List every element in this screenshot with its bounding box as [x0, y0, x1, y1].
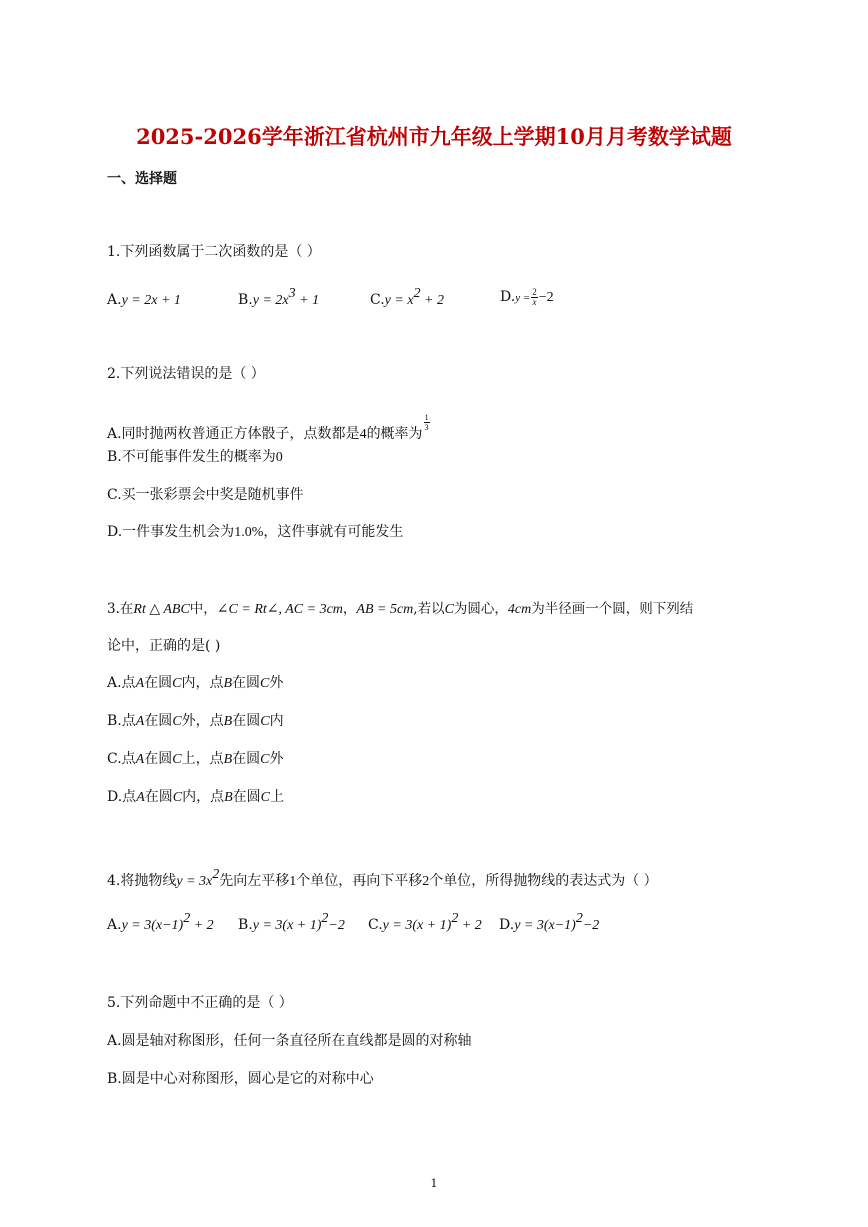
- point-label: B: [224, 790, 233, 805]
- math: y = 3x: [176, 874, 213, 889]
- question-3-option-c: [107, 749, 283, 770]
- question-3-stem-line-2: 论中，正确的是( ): [107, 638, 221, 654]
- stem-text: 3.在: [107, 601, 134, 617]
- fraction-denominator: x: [532, 296, 537, 307]
- option-expression-tail: + 1: [295, 293, 320, 308]
- option-text: 内，点: [181, 675, 224, 691]
- fraction: [531, 288, 538, 307]
- option-text: A.同时抛两枚普通正方体骰子，点数都是: [107, 426, 360, 442]
- number: 1.0%: [234, 525, 264, 540]
- question-4-stem: [107, 867, 658, 892]
- option-text: 上，点: [181, 751, 224, 767]
- option-text: D.点: [107, 789, 137, 805]
- option-text: 在圆: [144, 789, 173, 805]
- option-text: 外: [269, 751, 284, 767]
- point-label: C: [260, 790, 270, 805]
- option-text: 在圆: [232, 751, 261, 767]
- stem-text: 为圆心，: [453, 601, 508, 617]
- math: Rt △ ABC: [133, 602, 190, 617]
- option-text: 在圆: [144, 713, 173, 729]
- point-label: C: [172, 714, 182, 729]
- question-4-option-d: [499, 911, 600, 936]
- option-label: C.: [370, 292, 385, 308]
- option-expression: y = 2x + 1: [121, 293, 181, 308]
- question-3-option-a: [107, 673, 283, 694]
- option-text: 在圆: [232, 789, 261, 805]
- option-expression: y = 2x: [252, 293, 289, 308]
- option-text: 在圆: [144, 675, 173, 691]
- question-5-option-b: B.圆是中心对称图形，圆心是它的对称中心: [107, 1071, 374, 1087]
- exponent: 2: [451, 911, 459, 926]
- point-label: A: [136, 790, 145, 805]
- option-expression: y =: [515, 292, 531, 304]
- option-label: B.: [238, 917, 253, 933]
- question-2-option-d: [107, 522, 403, 543]
- option-text: 外: [269, 675, 284, 691]
- option-expression-tail: + 2: [190, 918, 214, 933]
- point-label: C: [260, 714, 270, 729]
- question-4-option-a: [107, 911, 214, 936]
- option-text: 在圆: [232, 675, 261, 691]
- option-expression-tail: −2: [328, 918, 345, 933]
- option-text: ，这件事就有可能发生: [263, 524, 404, 540]
- option-expression-tail: −2: [538, 290, 554, 305]
- question-3-option-d: [107, 787, 284, 808]
- exponent: 2: [212, 867, 220, 882]
- option-text: 的概率为: [366, 426, 423, 442]
- stem-text: ，: [342, 601, 357, 617]
- fraction: [424, 413, 430, 432]
- stem-text: ,若以: [413, 601, 445, 617]
- stem-text: 中，: [189, 601, 217, 617]
- option-label: C.: [368, 917, 383, 933]
- point-label: A: [135, 676, 145, 691]
- question-1-option-a: [107, 290, 181, 311]
- question-1-option-c: [370, 286, 444, 311]
- stem-text: 个单位，再向下平移: [296, 873, 423, 889]
- math: 4cm: [507, 602, 532, 617]
- fraction-numerator: 2: [532, 286, 537, 297]
- point-label: A: [135, 752, 145, 767]
- option-text: 在圆: [232, 713, 261, 729]
- number: 4: [359, 427, 367, 442]
- question-2-option-c: C.买一张彩票会中奖是随机事件: [107, 487, 304, 503]
- math: C: [444, 602, 454, 617]
- option-label: D.: [499, 917, 515, 933]
- option-text: A.点: [107, 675, 136, 691]
- point-label: B: [223, 752, 233, 767]
- section-heading: 一、选择题: [107, 171, 177, 187]
- exponent: 2: [183, 911, 191, 926]
- point-label: C: [172, 752, 182, 767]
- question-2-option-b: [107, 447, 283, 468]
- question-3-option-b: [107, 711, 284, 732]
- math: AB = 5cm: [356, 602, 414, 617]
- option-expression: y = 3(x + 1): [252, 918, 322, 933]
- option-expression: y = x: [384, 293, 414, 308]
- question-2-option-a: [107, 413, 431, 445]
- point-label: C: [172, 676, 182, 691]
- exponent: 3: [288, 286, 296, 301]
- option-text: 内，点: [182, 789, 225, 805]
- option-expression-tail: + 2: [458, 918, 482, 933]
- point-label: A: [135, 714, 145, 729]
- question-2-stem: 2.下列说法错误的是（ ）: [107, 366, 265, 382]
- option-text: B.不可能事件发生的概率为: [107, 449, 276, 465]
- point-label: B: [223, 714, 233, 729]
- question-1-option-d: [500, 287, 554, 308]
- point-label: C: [260, 676, 270, 691]
- option-expression-tail: −2: [582, 918, 600, 933]
- math: ∠C = Rt∠, AC = 3cm: [216, 602, 343, 617]
- point-label: C: [172, 790, 183, 805]
- option-expression: y = 3(x + 1): [382, 918, 452, 933]
- option-text: D.一件事发生机会为: [107, 524, 235, 540]
- question-5-stem: 5.下列命题中不正确的是（ ）: [107, 995, 293, 1011]
- page-number: 1: [430, 1177, 438, 1190]
- fraction-numerator: 1: [424, 413, 429, 422]
- question-5-option-a: A.圆是轴对称图形，任何一条直径所在直线都是圆的对称轴: [107, 1033, 472, 1049]
- exponent: 2: [413, 286, 421, 301]
- stem-text: 4.将抛物线: [107, 873, 177, 889]
- point-label: C: [260, 752, 270, 767]
- stem-text: 先向左平移: [219, 873, 290, 889]
- option-text: 在圆: [144, 751, 173, 767]
- question-1-option-b: [238, 286, 320, 311]
- question-1-stem: 1.下列函数属于二次函数的是（ ）: [107, 244, 321, 260]
- option-label: D.: [500, 289, 516, 305]
- exponent: 2: [575, 911, 583, 926]
- number: 0: [275, 450, 283, 465]
- question-4-option-b: [238, 911, 345, 936]
- option-expression: y = 3(x−1): [514, 918, 576, 933]
- option-text: 上: [270, 789, 284, 805]
- option-text: 外，点: [181, 713, 224, 729]
- option-label: B.: [238, 292, 253, 308]
- option-expression: y = 3(x−1): [121, 918, 184, 933]
- number: 2: [422, 874, 430, 889]
- exponent: 2: [321, 911, 329, 926]
- fraction-denominator: 3: [424, 423, 429, 432]
- option-label: A.: [107, 917, 122, 933]
- question-3-stem-line-1: [107, 599, 693, 620]
- option-expression-tail: + 2: [420, 293, 444, 308]
- question-4-option-c: [368, 911, 482, 936]
- option-text: 内: [269, 713, 284, 729]
- stem-text: 为半径画一个圆，则下列结: [531, 601, 694, 617]
- option-label: A.: [107, 292, 122, 308]
- option-text: C.点: [107, 751, 136, 767]
- stem-text: 个单位，所得抛物线的表达式为（ ）: [429, 873, 658, 889]
- point-label: B: [223, 676, 233, 691]
- option-text: B.点: [107, 713, 136, 729]
- number: 1: [289, 874, 297, 889]
- document-title: 2025-2026学年浙江省杭州市九年级上学期10月月考数学试题: [136, 124, 732, 149]
